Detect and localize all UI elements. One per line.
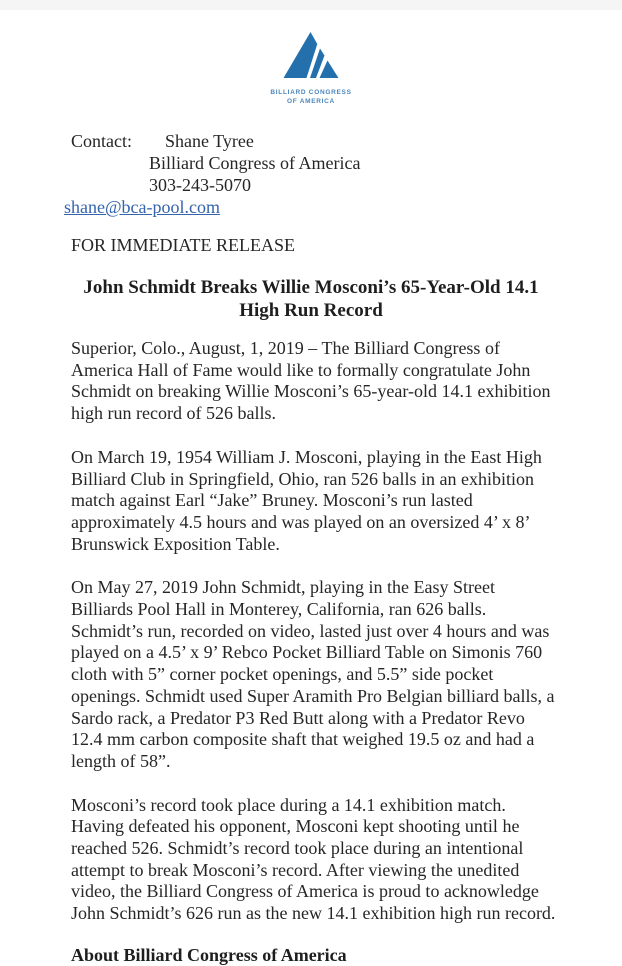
paragraph-record-acknowledgment: Mosconi’s record took place during a 14.1 exhibition match. Having defeated his opponent, Mosconi kept shooting until he reached 526. Schmidt’s record took place during an intentional attempt to break Mosconi’s record. After viewing the unedited video, the Billiard Congress of America is proud to acknowledge John Schmidt’s 626 run as the new 14.1 exhibition high run record. [71, 794, 556, 924]
paragraph-schmidt-2019: On May 27, 2019 John Schmidt, playing in the Easy Street Billiards Pool Hall in Monterey, California, ran 626 balls. Schmidt’s run, recorded on video, lasted just over 4 hours and was played on a 4.5’ x 9’ Rebco Pocket Billiard Table on Simonis 760 cloth with 5” corner pocket openings, and 5.5” side pocket openings. Schmidt used Super Aramith Pro Belgian billiard balls, a Sardo rack, a Predator P3 Red Butt along with a Predator Revo 12.4 mm carbon composite shaft that weighed 19.5 oz and had a length of 58”. [71, 577, 555, 771]
contact-name: Shane Tyree [165, 131, 254, 151]
contact-phone: 303-243-5070 [149, 175, 251, 195]
contact-block [64, 130, 622, 218]
contact-organization: Billiard Congress of America [149, 153, 361, 173]
about-section-heading: About Billiard Congress of America [71, 945, 347, 965]
logo-caption-line2: OF AMERICA [287, 98, 335, 105]
paragraph-dateline: Superior, Colo., August, 1, 2019 – The Billiard Congress of America Hall of Fame would like to formally congratulate John Schmidt on breaking Willie Mosconi’s 65-year-old 14.1 exhibition high run record of 526 balls. [71, 338, 551, 424]
page-title [0, 276, 622, 322]
bca-logo [0, 10, 622, 106]
release-tag: FOR IMMEDIATE RELEASE [71, 235, 295, 255]
paragraph-mosconi-1954: On March 19, 1954 William J. Mosconi, playing in the East High Billiard Club in Springfield, Ohio, ran 526 balls in an exhibition match against Earl “Jake” Bruney. Mosconi’s run lasted approximately 4.5 hours and was played on an oversized 4’ x 8’ Brunswick Exposition Table. [71, 446, 542, 554]
email-link[interactable]: shane@bca-pool.com [64, 197, 221, 217]
contact-row [71, 130, 622, 152]
logo-caption-line1: BILLIARD CONGRESS [270, 89, 352, 96]
bca-triangle-icon [278, 28, 344, 80]
contact-label: Contact: [71, 131, 132, 151]
contact-email-row [64, 196, 622, 218]
page-title-line1: John Schmidt Breaks Willie Mosconi’s 65-Year-Old 14.1 [83, 277, 539, 298]
page-top-band [0, 0, 622, 10]
logo-caption [0, 88, 622, 106]
page-title-line2: High Run Record [239, 300, 383, 321]
press-release-body [0, 338, 622, 925]
